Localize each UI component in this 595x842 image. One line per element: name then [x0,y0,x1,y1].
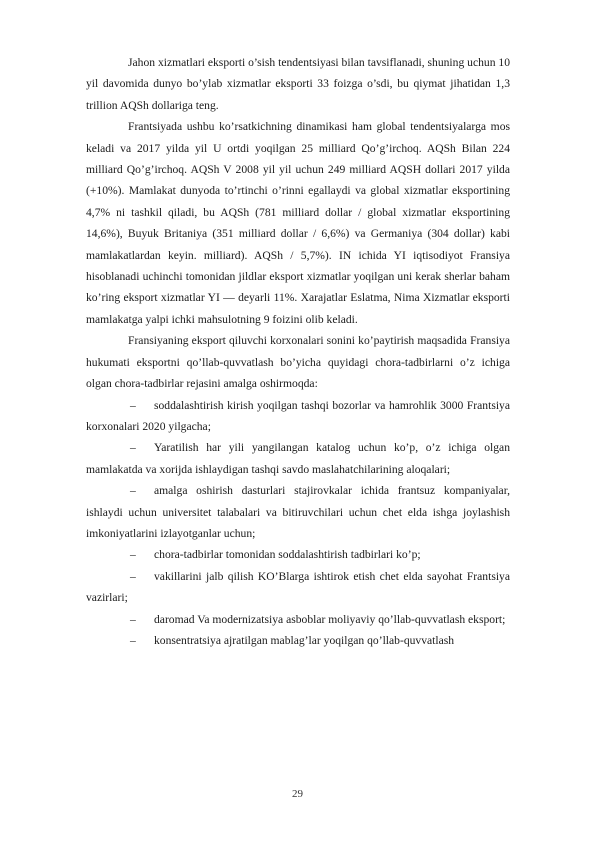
body-text [86,52,510,651]
list-dash: – [130,633,136,647]
list-item-text: chora-tadbirlar tomonidan soddalashtirish tadbirlari ko’p; [154,548,421,562]
list-item [86,609,510,630]
list-item [86,437,510,480]
list-dash: – [130,612,136,626]
list-dash: – [130,484,136,498]
list-dash: – [130,548,136,562]
list-item [86,395,510,438]
list-item-text: daromad Va modernizatsiya asboblar moliyaviy qo’llab-quvvatlash eksport; [154,612,506,626]
paragraph-export-growth: Jahon xizmatlari eksporti o’sish tendentsiyasi bilan tavsiflanadi, shuning uchun 10 yil davomida dunyo bo’ylab xizmatlar eksporti 33 foizga o’sdi, bu qiymat jihatidan 1,3 trillion AQSh dollariga teng. [86,56,510,112]
list-item-text: vakillarini jalb qilish KO’Blarga ishtirok etish chet elda sayohat Frantsiya vazirlari; [86,569,510,605]
list-dash: – [130,441,136,455]
list-item [86,480,510,544]
list-item [86,630,510,651]
page-number: 29 [292,788,303,800]
paragraph-france-dynamics: Frantsiyada ushbu ko’rsatkichning dinamikasi ham global tendentsiyalarga mos keladi va 2017 yilda yil U ortdi yoqilgan 25 milliard Qo’g’irchoq. AQSh Bilan 224 milliard Qo’g’irchoq. AQSh V 2008 yil yil uchun 249 milliard AQSH dollari 2017 yilda (+10%). Mamlakat dunyoda to’rtinchi o’rinni egallaydi va global xizmatlar eksportining 4,7% ni tashkil qiladi, bu AQSh (781 milliard dollar / global xizmatlar eksportining 14,6%), Buyuk Britaniya (351 milliard dollar / 6,6%) va Germaniya (304 dollar) kabi mamlakatlardan keyin. milliard). AQSh / 5,7%). IN ichida YI iqtisodiyot Fransiya hisoblanadi uchinchi tomonidan jildlar eksport xizmatlar yoqilgan uni kerak sherlar baham ko’ring eksport xizmatlar YI — deyarli 11%. Xarajatlar Eslatma, Nima Xizmatlar eksporti mamlakatga yalpi ichki mahsulotning 9 foizini olib keladi. [86,120,510,326]
list-item [86,544,510,565]
measures-list [86,395,510,652]
list-item-text: Yaratilish har yili yangilangan katalog uchun ko’p, o’z ichiga olgan mamlakatda va xorijda ishlaydigan tashqi savdo maslahatchilarining aloqalari; [86,441,510,476]
paragraph-government-plan: Fransiyaning eksport qiluvchi korxonalari sonini ko’paytirish maqsadida Fransiya hukumati eksportni qo’llab-quvvatlash bo’yicha quyidagi chora-tadbirlarni o’z ichiga olgan chora-tadbirlar rejasini amalga oshirmoqda: [86,334,510,391]
list-item-text: soddalashtirish kirish yoqilgan tashqi bozorlar va hamrohlik 3000 Frantsiya korxonalari 2020 yilgacha; [86,398,510,433]
list-item [86,566,510,609]
list-item-text: konsentratsiya ajratilgan mablag’lar yoqilgan qo’llab-quvvatlash [154,633,455,647]
list-item-text: amalga oshirish dasturlari stajirovkalar ichida frantsuz kompaniyalar, ishlaydi uchun universitet talabalari va bitiruvchilari uchun chet elda ishga joylashish imkoniyatlarini izlayotganlar uchun; [86,484,510,540]
list-dash: – [130,569,136,583]
list-dash: – [130,398,136,412]
